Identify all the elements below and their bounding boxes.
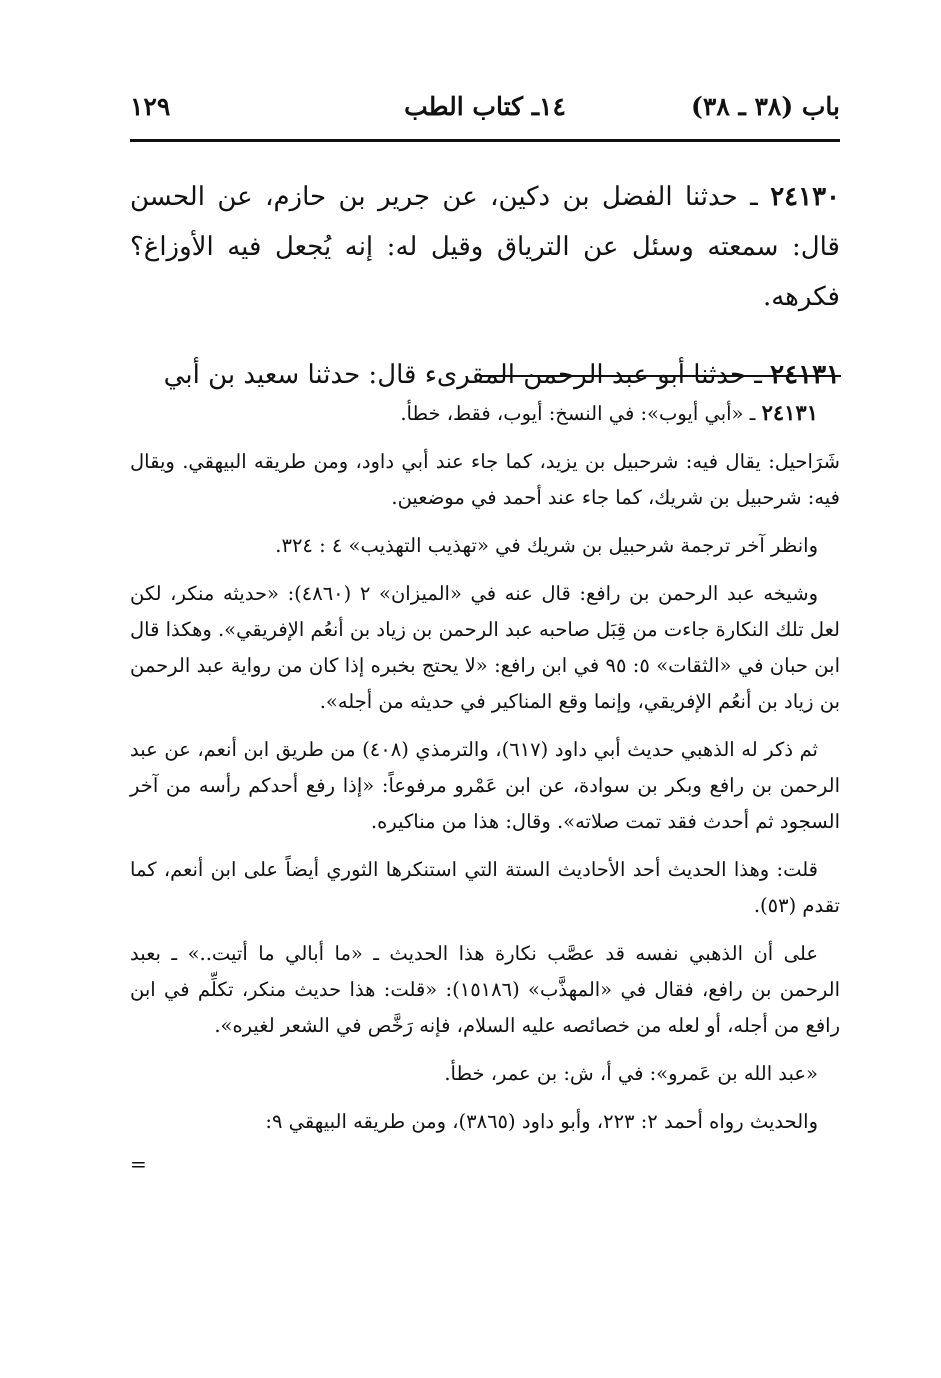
footnote-item	[130, 528, 840, 564]
footnote-text: والحديث رواه أحمد ٢: ٢٢٣، وأبو داود (٣٨٦٥)، ومن طريقه البيهقي ٩:	[265, 1110, 818, 1133]
footnote-text: وانظر آخر ترجمة شرحبيل بن شريك في «تهذيب التهذيب» ٤ : ٣٢٤.	[275, 534, 818, 557]
footnote-text: وشيخه عبد الرحمن بن رافع: قال عنه في «الميزان» ٢ (٤٨٦٠): «حديثه منكر، لكن لعل تلك النكارة جاءت من قِبَل صاحبه عبد الرحمن بن زياد بن أنعُم الإفريقي». وهكذا قال ابن حبان في «الثقات» ٥: ٩٥ في ابن رافع: «لا يحتج بخبره إذا كان من رواية عبد الرحمن بن زياد بن أنعُم الإفريقي، وإنما وقع المناكير في حديثه من أجله».	[130, 582, 840, 713]
book-title: ١٤ـ كتاب الطب	[404, 92, 566, 121]
footnotes	[130, 395, 840, 1194]
hadith-text: ـ حدثنا أبو عبد الرحمن المقرىء قال: حدثنا سعيد بن أبي	[163, 360, 762, 390]
chapter-range: باب (٣٨ ـ ٣٨)	[691, 92, 840, 121]
footnote-text: «عبد الله بن عَمرو»: في أ، ش: بن عمر، خطأ.	[444, 1062, 818, 1085]
footnote-item	[130, 732, 840, 840]
footnote-text: ثم ذكر له الذهبي حديث أبي داود (٦١٧)، والترمذي (٤٠٨) من طريق ابن أنعم، عن عبد الرحمن بن رافع وبكر بن سوادة، عن ابن عَمْرو مرفوعاً: «إذا رفع أحدكم رأسه من آخر السجود ثم أحدث فقد تمت صلاته». وقال: هذا من مناكيره.	[130, 738, 840, 833]
footnote-text: قلت: وهذا الحديث أحد الأحاديث الستة التي استنكرها الثوري أيضاً على ابن أنعم، كما تقدم (٥٣).	[130, 858, 840, 917]
footnote-item	[130, 576, 840, 720]
page-number: ١٢٩	[130, 92, 171, 121]
footnote-separator	[481, 375, 841, 377]
footnote-text: على أن الذهبي نفسه قد عصَّب نكارة هذا الحديث ـ «ما أبالي ما أتيت..» ـ بعبد الرحمن بن رافع، فقال في «المهذَّب» (١٥١٨٦): «قلت: هذا حديث منكر، تكلِّم في ابن رافع من أجله، أو لعله من خصائصه عليه السلام، فإنه رَخَّص في الشعر لغيره».	[130, 942, 840, 1037]
footnote-item	[130, 444, 840, 516]
hadith-text: ـ حدثنا الفضل بن دكين، عن جرير بن حازم، عن الحسن قال: سمعته وسئل عن الترياق وقيل له: إنه يُجعل فيه الأوزاغ؟ فكرهه.	[130, 182, 840, 312]
footnote-text: شَرَاحيل: يقال فيه: شرحبيل بن يزيد، كما جاء عند أبي داود، ومن طريقه البيهقي. ويقال فيه: شرحبيل بن شريك، كما جاء عند أحمد في موضعين.	[130, 450, 840, 509]
page-header	[130, 92, 840, 132]
continuation-mark: =	[130, 1152, 147, 1176]
header-rule	[130, 139, 840, 142]
footnote-item	[130, 395, 840, 432]
hadith-paragraph	[130, 172, 840, 322]
footnote-item	[130, 1104, 840, 1140]
footnote-number: ٢٤١٣١	[761, 400, 818, 425]
footnote-text: ـ «أبي أيوب»: في النسخ: أيوب، فقط، خطأ.	[400, 402, 756, 425]
footnote-item	[130, 936, 840, 1044]
footnote-item	[130, 852, 840, 924]
main-text	[130, 172, 840, 428]
hadith-number: ٢٤١٣٠	[770, 182, 841, 212]
footnote-item	[130, 1056, 840, 1092]
hadith-number: ٢٤١٣١	[770, 360, 840, 390]
